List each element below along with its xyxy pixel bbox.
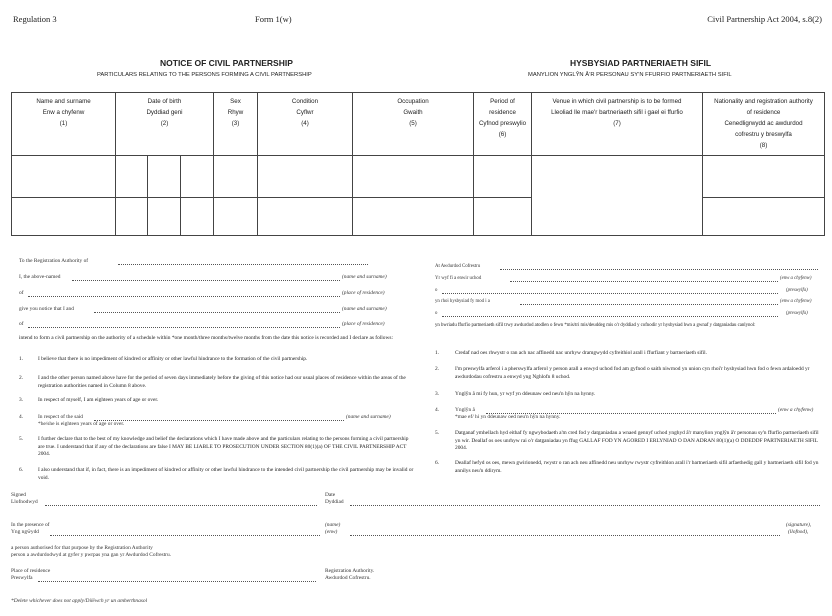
en-to-label: To the Registration Authority of [19,258,89,264]
cy-name-field[interactable] [510,281,778,282]
english-title: NOTICE OF CIVIL PARTNERSHIP [160,58,293,68]
en-item-1-number: 1. [19,356,24,362]
registration-authority-label-welsh: Awdurdod Cofrestru. [325,575,371,581]
column-header-condition: Condition Cyflwr (4) [258,93,353,156]
column-header-residence-period: Period of residence Cyfnod preswylio (6) [474,93,532,156]
nationality-field-2[interactable] [703,198,825,236]
dob-year-field-1[interactable] [181,156,214,198]
delete-footnote: *Delete whichever does not apply/Dilëwch yr un amherthnasol [11,598,148,604]
signed-label: Signed [11,492,26,498]
cy-item-4-caption: (enw a chyfenw) [778,407,814,413]
en-partner-residence-caption: (place of residence) [342,321,385,327]
cy-partner-name-field[interactable] [520,304,778,305]
witness-name-caption: (name) [325,522,341,528]
witness-signature-caption-welsh: (llofnod), [788,529,809,535]
nationality-field-1[interactable] [703,156,825,198]
place-of-residence-label-welsh: Preswylfa [11,575,33,581]
column-header-name: Name and surname Enw a chyfenw (1) [12,93,116,156]
en-item-6-number: 6. [19,467,24,473]
cy-item-4-text: Ynglŷn â [455,407,475,413]
column-header-dob: Date of birth Dyddiad geni (2) [116,93,214,156]
witness-signature-field[interactable] [350,535,780,536]
particulars-table [11,92,825,236]
cy-item-2-text: I'm preswylfa arferol i a pherswylfa arferol y person arall a enwyd uchod fod am gyfnod o saith niwrnod yn union cyn rhoi'r hysbysiad hwn fod o fewn ardaloedd yr awdurdodau cofrestru a enwyd yng Nghlofn 8 uchod. [455,366,810,380]
cy-partner-residence-caption: (preswylfa) [786,311,808,316]
en-item-4-text: In respect of the said [38,414,83,420]
cy-item-5-number: 5. [435,430,440,436]
cy-item-4-number: 4. [435,407,440,413]
registration-authority-label: Registration Authority. [325,568,375,574]
en-item-3-number: 3. [19,397,24,403]
residence-period-field-1[interactable] [474,156,532,198]
name-field-1[interactable] [12,156,116,198]
en-item-4-field[interactable] [94,420,344,421]
venue-field[interactable] [532,156,703,236]
en-item-4-number: 4. [19,414,24,420]
dob-day-field-1[interactable] [116,156,148,198]
place-of-residence-label: Place of residence [11,568,51,574]
condition-field-2[interactable] [258,198,353,236]
en-item-5-number: 5. [19,436,24,442]
column-header-sex: Sex Rhyw (3) [214,93,258,156]
welsh-subtitle: MANYLION YNGLŶN Â’R PERSONAU SY’N FFURFIO PARTNERIAETH SIFIL [528,72,732,78]
en-give-label: give you notice that I and [19,306,74,312]
date-label-welsh: Dyddiad [325,499,344,505]
cy-item-3-number: 3. [435,391,440,397]
en-residence-field[interactable] [28,296,340,297]
english-subtitle: PARTICULARS RELATING TO THE PERSONS FORMING A CIVIL PARTNERSHIP [97,72,312,78]
cy-item-3-text: Ynglŷn â mi fy hun, yr wyf yn ddeunaw oed neu'n hŷn na hynny. [455,391,596,397]
en-residence-caption: (place of residence) [342,290,385,296]
form-number: Form 1(w) [255,14,292,24]
column-header-venue: Venue in which civil partnership is to be formed Lleoliad lle mae'r bartneriaeth sifil i gael ei ffurfio (7) [532,93,703,156]
cy-residence-caption: (preswylfa) [786,288,808,293]
cy-partner-name-caption: (enw a chyfenw) [780,299,812,304]
sex-field-2[interactable] [214,198,258,236]
witness-signature-caption: (signature), [786,522,812,528]
regulation-label: Regulation 3 [13,14,57,24]
occupation-field-1[interactable] [353,156,474,198]
authorised-person-text-welsh: person a awdurdodwyd at gyfer y pwrpas yna gan yr Awdurdod Cofrestru. [11,552,171,558]
en-i-above-label: I, the above-named [19,274,61,280]
date-field[interactable] [350,505,820,506]
signature-field[interactable] [45,505,317,506]
cy-o-label: o [435,288,438,293]
en-partner-name-caption: (name and surname) [342,306,387,312]
witness-name-caption-welsh: (enw) [325,529,338,535]
cy-name-caption: (enw a chyfenw) [780,276,812,281]
cy-item-2-number: 2. [435,366,440,372]
en-item-1-text: I believe that there is no impediment of kindred or affinity or other lawful hindrance to the formation of the civil partnership. [38,356,308,362]
cy-intend-text: yn bwriadu ffurfio partneriaeth sifil trwy awdurdod atodlen o fewn *mis/tri mis/deuddeg mis o'r dyddiad y cofnodir yr hysbysiad hwn a gwnaf y datganiadau canlynol: [435,323,756,328]
cy-partner-residence-field[interactable] [442,316,778,317]
en-item-4-note: *he/she is eighteen years of age or over. [38,421,125,427]
cy-item-5-text: Datganaf ymhellach hyd eithaf fy ngwybodaeth a'm cred fod y datganiadau a wnaed gennyf uchod ynghyd â'r manylion ynglŷn â'r personau sy'n ffurfio partneriaeth sifil yn wir. Deallaf os oes unrhyw rai o'r datganiadau yn ffug GALLAF FOD YN AGORED I ERLYNIAD O DAN ADRAN 80(1)(a) O DDEDDF PARTNERIAETH SIFIL 2004. [455,430,819,451]
en-partner-residence-field[interactable] [28,327,340,328]
dob-day-field-2[interactable] [116,198,148,236]
en-authority-field[interactable] [118,264,368,265]
act-reference: Civil Partnership Act 2004, s.8(2) [707,14,822,24]
cy-item-1-text: Credaf nad oes rhwystr o ran ach nac affinedd nac unrhyw dramgwydd cyfreithiol arall i ffurfiant y bartneriaeth sifil. [455,350,708,356]
witness-name-field[interactable] [50,535,320,536]
en-name-caption: (name and surname) [342,274,387,280]
cy-item-1-number: 1. [435,350,440,356]
en-item-2-text: I and the other person named above have for the period of seven days immediately before the giving of this notice had our usual places of residence within the areas of the registration authorities named in Column 8 above. [38,375,406,389]
en-item-3-text: In respect of myself, I am eighteen years of age or over. [38,397,159,403]
place-of-residence-field[interactable] [38,581,316,582]
name-field-2[interactable] [12,198,116,236]
en-item-2-number: 2. [19,375,24,381]
en-item-6-text: I also understand that if, in fact, there is an impediment of kindred or affinity or other lawful hindrance to the intended civil partnership the civil partnership may be invalid or void. [38,467,414,481]
occupation-field-2[interactable] [353,198,474,236]
presence-label: In the presence of [11,522,50,528]
column-header-nationality: Nationality and registration authority of residence Cenedligrwydd ac awdurdod cofrestru y breswylfa (8) [703,93,825,156]
en-intend-text: intend to form a civil partnership on the authority of a schedule within *one month/three months/twelve months from the date this notice is recorded and I declare as follows: [19,335,393,341]
en-partner-name-field[interactable] [94,312,340,313]
en-name-field[interactable] [72,280,340,281]
en-item-5-text: I further declare that to the best of my knowledge and belief the declarations which I have made above and the particulars relating to the persons forming a civil partnership are true. I understand that if any of the declarations are false I MAY BE LIABLE TO PROSECUTION UNDER SECTION 80(1)(a) OF THE CIVIL PARTNERSHIP ACT 2004. [38,436,409,457]
cy-item-6-text: Deallaf hefyd os oes, mewn gwirionedd, rwystr o ran ach neu affinedd neu unrhyw rwystr cyfreithlon arall i'r bartneriaeth sifil arfaethedig gall y bartneriaeth sifil fod yn annilys neu'n ddirym. [455,460,819,474]
column-header-occupation: Occupation Gwaith (5) [353,93,474,156]
residence-period-field-2[interactable] [474,198,532,236]
authorised-person-text: a person authorised for that purpose by the Registration Authority [11,545,153,551]
presence-label-welsh: Yng ngŵydd [11,529,40,535]
dob-month-field-1[interactable] [148,156,181,198]
dob-month-field-2[interactable] [148,198,181,236]
cy-to-label: At Awdurdod Cofrestru [435,264,481,269]
cy-o2-label: o [435,311,438,316]
cy-authority-field[interactable] [500,269,818,270]
cy-item-6-number: 6. [435,460,440,466]
sex-field-1[interactable] [214,156,258,198]
dob-year-field-2[interactable] [181,198,214,236]
en-of-label: of [19,290,24,296]
en-item-4-caption: (name and surname) [346,414,391,420]
date-label: Date [325,492,336,498]
cy-yn-label: yn rhoi hysbysiad fy mod i a [435,299,490,304]
welsh-title: HYSBYSIAD PARTNERIAETH SIFIL [570,58,712,68]
condition-field-1[interactable] [258,156,353,198]
cy-yr-label: Yr wyf fi a enwir uchod [435,276,482,281]
signed-label-welsh: Llofnodwyd [11,499,38,505]
cy-item-4-note: *mae ef/ hi yn ddeunaw oed neu'n hŷn na hynny. [455,414,561,420]
cy-residence-field[interactable] [442,293,778,294]
en-of2-label: of [19,321,24,327]
